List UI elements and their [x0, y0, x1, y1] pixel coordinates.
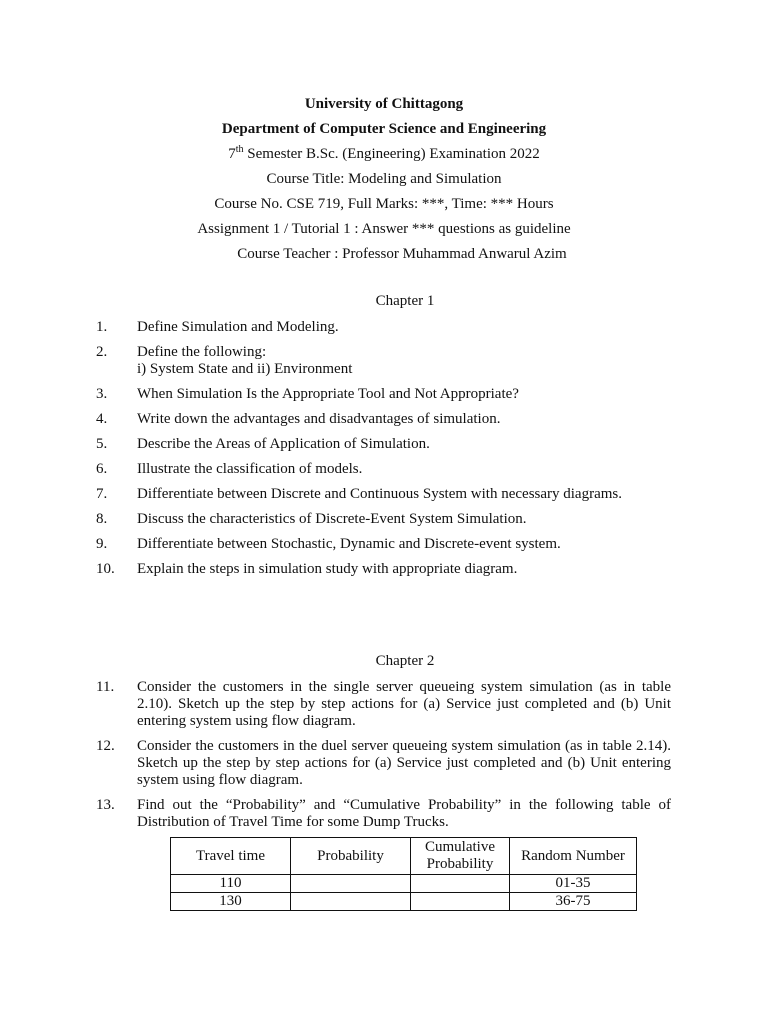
table-cell	[411, 893, 510, 911]
question-main-text: Consider the customers in the single server queueing system simulation (as in table 2.10). Sketch up the step by step actions for (a) Service just completed and (b) Unit entering system using flow diagram.	[137, 679, 671, 729]
table-cell	[291, 875, 411, 893]
assignment-line: Assignment 1 / Tutorial 1 : Answer *** questions as guideline	[197, 221, 571, 237]
table-cell: 36-75	[510, 893, 637, 911]
table-row	[171, 893, 637, 911]
question-text	[137, 679, 671, 730]
header-random-number: Random Number	[510, 838, 637, 875]
exam-semester-suffix: th	[235, 144, 244, 155]
question-text	[137, 536, 671, 553]
table-cell: 110	[171, 875, 291, 893]
question-text	[137, 486, 671, 503]
question-text	[137, 319, 671, 336]
question-main-text: Describe the Areas of Application of Simulation.	[137, 436, 430, 452]
question-item	[96, 561, 671, 578]
question-main-text: Explain the steps in simulation study with appropriate diagram.	[137, 561, 518, 577]
question-number: 1.	[96, 319, 108, 335]
question-number: 7.	[96, 486, 108, 502]
table-cell: 130	[171, 893, 291, 911]
question-item	[96, 319, 671, 336]
question-main-text: Illustrate the classification of models.	[137, 461, 363, 477]
header-cumulative-probability: Cumulative Probability	[411, 838, 510, 875]
question-number: 12.	[96, 738, 115, 754]
question-item	[96, 679, 671, 730]
course-teacher: Course Teacher : Professor Muhammad Anwarul Azim	[237, 246, 567, 262]
question-main-text: Write down the advantages and disadvantages of simulation.	[137, 411, 501, 427]
table-header-row	[171, 838, 637, 875]
chapter-2-title: Chapter 2	[375, 653, 435, 669]
header-travel-time: Travel time	[171, 838, 291, 875]
question-item	[96, 511, 671, 528]
question-text	[137, 797, 671, 831]
question-text	[137, 386, 671, 403]
question-item	[96, 461, 671, 478]
table-cell	[291, 893, 411, 911]
document-header	[0, 94, 768, 269]
exam-line-rest: Semester B.Sc. (Engineering) Examination 2022	[243, 146, 540, 162]
question-text	[137, 511, 671, 528]
exam-line	[0, 144, 768, 169]
question-text	[137, 344, 671, 378]
question-number: 5.	[96, 436, 108, 452]
question-item	[96, 738, 671, 789]
question-number: 11.	[96, 679, 115, 695]
course-number: Course No. CSE 719, Full Marks: ***, Time: *** Hours	[214, 196, 554, 212]
question-number: 2.	[96, 344, 108, 360]
question-text	[137, 561, 671, 578]
question-number: 13.	[96, 797, 115, 813]
question-text	[137, 411, 671, 428]
question-main-text: Differentiate between Discrete and Continuous System with necessary diagrams.	[137, 486, 623, 502]
question-main-text: Differentiate between Stochastic, Dynamic and Discrete-event system.	[137, 536, 561, 552]
question-main-text: Define the following:	[137, 344, 267, 360]
question-item	[96, 536, 671, 553]
chapter-2-questions	[96, 679, 671, 839]
question-item	[96, 436, 671, 453]
question-item	[96, 486, 671, 503]
travel-time-distribution-table	[170, 837, 637, 911]
exam-semester-number: 7	[228, 146, 236, 162]
question-sub-text: i) System State and ii) Environment	[137, 361, 353, 377]
chapter-1-title: Chapter 1	[375, 293, 435, 309]
question-number: 9.	[96, 536, 108, 552]
question-main-text: Define Simulation and Modeling.	[137, 319, 339, 335]
table-cell	[411, 875, 510, 893]
header-probability: Probability	[291, 838, 411, 875]
question-number: 3.	[96, 386, 108, 402]
question-text	[137, 738, 671, 789]
question-number: 10.	[96, 561, 115, 577]
question-item	[96, 344, 671, 378]
course-title: Course Title: Modeling and Simulation	[266, 171, 502, 187]
department-name: Department of Computer Science and Engineering	[221, 121, 547, 137]
question-main-text: Discuss the characteristics of Discrete-Event System Simulation.	[137, 511, 527, 527]
question-number: 6.	[96, 461, 108, 477]
question-item	[96, 386, 671, 403]
question-item	[96, 797, 671, 831]
table-row	[171, 875, 637, 893]
question-text	[137, 436, 671, 453]
chapter-1-questions	[96, 319, 671, 586]
question-main-text: Find out the “Probability” and “Cumulative Probability” in the following table of Distribution of Travel Time for some Dump Trucks.	[137, 797, 671, 830]
university-name: University of Chittagong	[304, 96, 464, 112]
table-cell: 01-35	[510, 875, 637, 893]
question-text	[137, 461, 671, 478]
question-main-text: Consider the customers in the duel server queueing system simulation (as in table 2.14). Sketch up the step by step actions for (a) Service just completed and (b) Unit entering system using flow diagram.	[137, 738, 671, 788]
question-number: 4.	[96, 411, 108, 427]
question-item	[96, 411, 671, 428]
question-number: 8.	[96, 511, 108, 527]
question-main-text: When Simulation Is the Appropriate Tool and Not Appropriate?	[137, 386, 519, 402]
